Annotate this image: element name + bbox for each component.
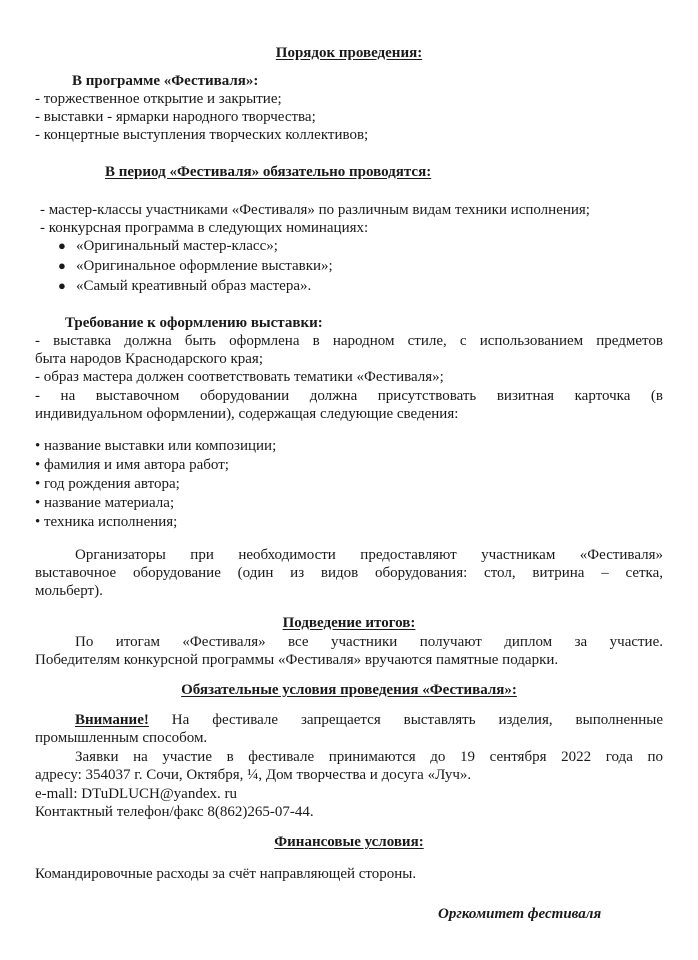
card-item: • техника исполнения; <box>35 514 178 530</box>
email-line: e-mall: DTuDLUCH@yandex. ru <box>35 786 237 802</box>
applications-line: Заявки на участие в фестивале принимаются до 19 сентября 2022 года по <box>75 749 663 765</box>
bullet-icon: ● <box>58 278 66 293</box>
signature: Оргкомитет фестиваля <box>438 906 602 922</box>
organizers-line: Организаторы при необходимости предоставляют участникам «Фестиваля» <box>75 547 663 563</box>
bullet-icon: ● <box>58 258 66 273</box>
exhibition-line: индивидуальном оформлении), содержащая следующие сведения: <box>35 406 459 422</box>
program-title: В программе «Фестиваля»: <box>72 73 259 89</box>
applications-line: адресу: 354037 г. Сочи, Октября, ¼, Дом творчества и досуга «Луч». <box>35 767 472 783</box>
results-line: Победителям конкурсной программы «Фестиваля» вручаются памятные подарки. <box>35 652 559 668</box>
nomination-item <box>58 257 333 275</box>
bullet-icon: ● <box>58 238 66 253</box>
period-item: - конкурсная программа в следующих номинациях: <box>40 220 369 236</box>
exhibition-line: - на выставочном оборудовании должна присутствовать визитная карточка (в <box>35 388 663 404</box>
card-item: • фамилия и имя автора работ; <box>35 457 229 473</box>
results-heading: Подведение итогов: <box>282 615 416 631</box>
finance-heading: Финансовые условия: <box>274 834 424 850</box>
exhibition-line: - образ мастера должен соответствовать тематики «Фестиваля»; <box>35 369 444 385</box>
nomination-item <box>58 277 311 295</box>
exhibition-heading: Требование к оформлению выставки: <box>65 315 323 331</box>
card-item: • год рождения автора; <box>35 476 180 492</box>
card-item: • название материала; <box>35 495 175 511</box>
phone-line: Контактный телефон/факс 8(862)265-07-44. <box>35 804 314 820</box>
attention-label: Внимание! <box>75 712 149 728</box>
nomination-text: «Оригинальный мастер-класс»; <box>76 238 278 254</box>
attention-text: На фестивале запрещается выставлять изделия, выполненные <box>171 712 664 728</box>
nomination-text: «Оригинальное оформление выставки»; <box>76 258 333 274</box>
order-heading: Порядок проведения: <box>275 45 423 61</box>
attention-line <box>75 711 663 729</box>
organizers-line: выставочное оборудование (один из видов оборудования: стол, витрина – сетка, <box>35 565 663 581</box>
program-item: - торжественное открытие и закрытие; <box>35 91 282 107</box>
nomination-item <box>58 237 278 255</box>
card-item: • название выставки или композиции; <box>35 438 277 454</box>
results-line: По итогам «Фестиваля» все участники получают диплом за участие. <box>75 634 663 650</box>
nomination-text: «Самый креативный образ мастера». <box>76 278 312 294</box>
finance-text: Командировочные расходы за счёт направляющей стороны. <box>35 866 417 882</box>
attention-line: промышленным способом. <box>35 730 208 746</box>
program-item: - выставки - ярмарки народного творчества; <box>35 109 316 125</box>
period-item: - мастер-классы участниками «Фестиваля» по различным видам техники исполнения; <box>40 202 590 218</box>
organizers-line: мольберт). <box>35 583 103 599</box>
conditions-heading: Обязательные условия проведения «Фестиваля»: <box>181 682 517 698</box>
exhibition-line: - выставка должна быть оформлена в народном стиле, с использованием предметов <box>35 333 663 349</box>
period-heading: В период «Фестиваля» обязательно проводятся: <box>105 164 432 180</box>
exhibition-line: быта народов Краснодарского края; <box>35 351 264 367</box>
program-item: - концертные выступления творческих коллективов; <box>35 127 369 143</box>
